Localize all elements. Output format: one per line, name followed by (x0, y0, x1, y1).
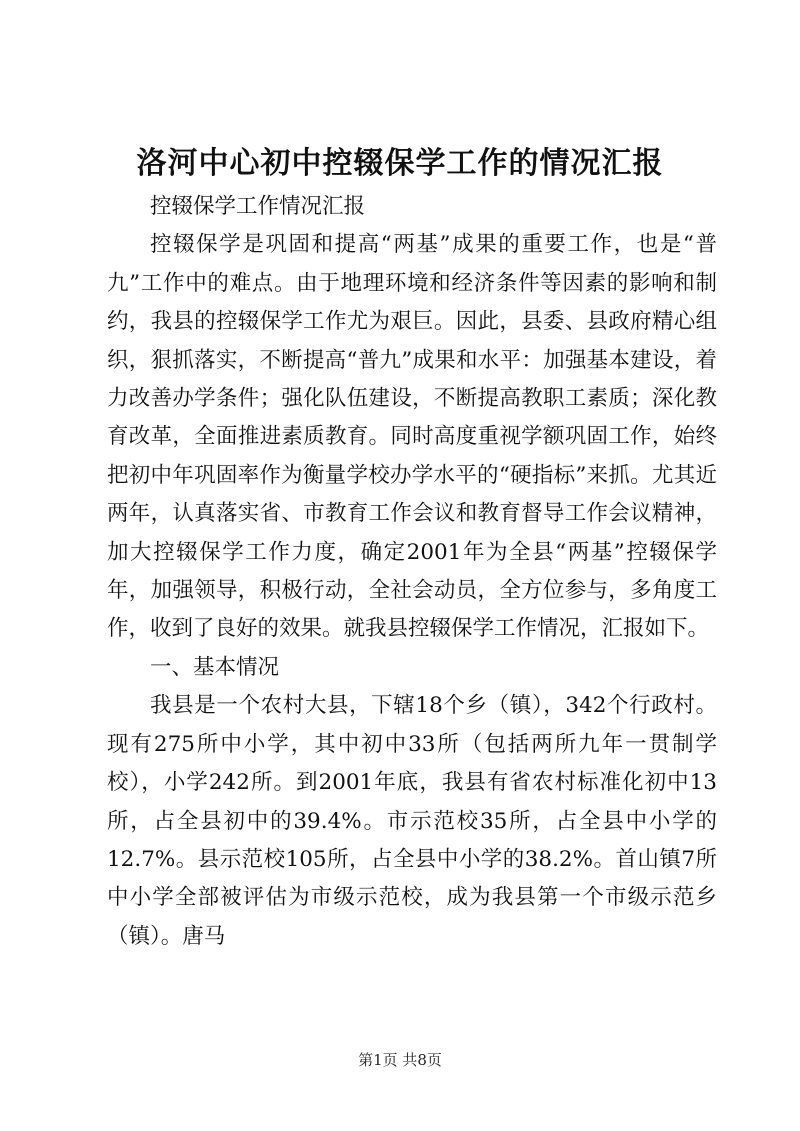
intro-paragraph: 控辍保学是巩固和提高“两基”成果的重要工作，也是“普九”工作中的难点。由于地理环境和经济条件等因素的影响和制约，我县的控辍保学工作尤为艰巨。因此，县委、县政府精心组织，狠抓落实，不断提高“普九”成果和水平：加强基本建设，着力改善办学条件；强化队伍建设，不断提高教职工素质；深化教育改革，全面推进素质教育。同时高度重视学额巩固工作，始终把初中年巩固率作为衡量学校办学水平的“硬指标”来抓。尤其近两年，认真落实省、市教育工作会议和教育督导工作会议精神，加大控辍保学工作力度，确定2001年为全县“两基”控辍保学年，加强领导，积极行动，全社会动员，全方位参与，多角度工作，收到了良好的效果。就我县控辍保学工作情况，汇报如下。 (107, 232, 717, 642)
section-heading: 一、基本情况 (150, 654, 280, 680)
subtitle-paragraph: 控辍保学工作情况汇报 (150, 194, 366, 219)
document-title: 洛河中心初中控辍保学工作的情况汇报 (136, 146, 664, 181)
document-body (107, 188, 717, 956)
page-number: 第1页 共8页 (358, 1051, 442, 1069)
basic-situation-paragraph: 我县是一个农村大县，下辖18个乡（镇），342个行政村。现有275所中小学，其中初中33所（包括两所九年一贯制学校），小学242所。到2001年底，我县有省农村标准化初中13所，占全县初中的39.4%。市示范校35所，占全县中小学的12.7%。县示范校105所，占全县中小学的38.2%。首山镇7所中小学全部被评估为市级示范校，成为我县第一个市级示范乡（镇）。唐马 (107, 693, 717, 949)
